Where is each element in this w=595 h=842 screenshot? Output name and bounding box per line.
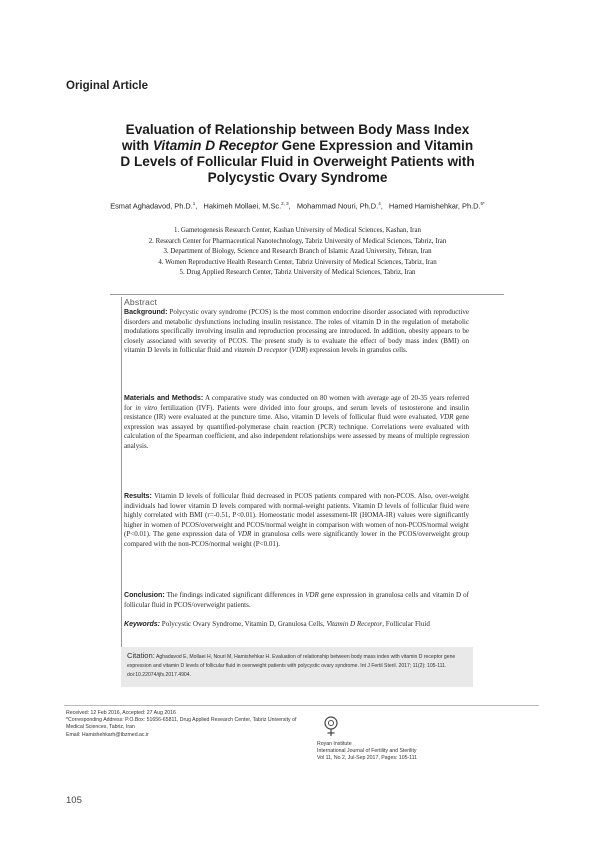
background-heading: Background:	[124, 309, 168, 316]
abstract-background	[124, 308, 469, 356]
page-number: 105	[66, 795, 82, 806]
author-name: Hakimeh Mollaei, M.Sc.	[203, 201, 282, 211]
title-line-2	[60, 138, 535, 154]
footer-divider	[64, 705, 539, 706]
title-line-2-post: Gene Expression and Vitamin	[277, 138, 474, 153]
abstract-methods	[124, 394, 469, 452]
affiliations	[60, 226, 535, 279]
citation-text: Aghadavod E, Mollaei H, Nouri M, Hamishehkar H. Evaluation of relationship between body mass index with vitamin D receptor gene expression and vitamin D levels of follicular fluid in overweight patients with polycystic ovary syndrome. Int J Fertil Steril. 2017; 11(2): 105-111. doi:10.22074/ijfs.2017.4904.	[127, 654, 456, 678]
background-text: Polycystic ovary syndrome (PCOS) is the most common endocrine disorder associated with reproductive disorders and metabolic dysfunctions including insulin resistance. The roles of vitamin D in the regulation of metabolic modulations specifically involving insulin and reproduction processing are introduced. In addition, obesity appears to be closely associated with severity of PCOS. The present study is to evaluate the effect of body mass index (BMI) on vitamin D levels in follicular fluid and	[124, 308, 469, 355]
abstract-results	[124, 492, 469, 550]
author-affiliation-mark: 1	[192, 201, 196, 206]
citation-heading: Citation:	[127, 651, 155, 660]
results-heading: Results:	[124, 493, 152, 500]
author-affiliation-mark: 4	[378, 201, 381, 206]
conclusion-heading: Conclusion:	[124, 592, 165, 599]
results-text: Vitamin D levels of follicular fluid decreased in PCOS patients compared with non-PCOS. Also, over-weight individuals had lower vitamin D levels compared with normal-weight patients. Vitamin D levels of follicular fluid were highly correlated with BMI (r=-0.51, P<0.01). Homeostatic model assessment-IR (HOMA-IR) values were significantly higher in women of PCOS/overweight and PCOS/normal weight in comparison with women of non-PCOS/normal weight (P<0.01). The gene expression data of	[124, 492, 469, 539]
abstract-label: Abstract	[124, 297, 158, 307]
received-dates: Received: 12 Feb 2016, Accepted: 27 Aug 2016	[66, 710, 176, 716]
background-text-2: (	[287, 346, 292, 355]
abstract-keywords	[124, 620, 469, 630]
results-italic: VDR	[237, 530, 252, 539]
affiliation-item: 3. Department of Biology, Science and Research Branch of Islamic Azad University, Tehran, Iran	[163, 248, 432, 256]
title-line-2-pre: with	[121, 138, 153, 153]
article-title	[60, 122, 535, 186]
methods-heading: Materials and Methods:	[124, 395, 204, 402]
affiliation-item: 1. Gametogenesis Research Center, Kashan University of Medical Sciences, Kashan, Iran	[174, 227, 421, 234]
results-text-2: in granulosa cells were significantly lower in the PCOS/overweight group compared with the non-PCOS/normal weight (P<0.01).	[124, 530, 469, 548]
keywords-text-2: , Follicular Fluid	[382, 620, 430, 628]
article-type-label: Original Article	[66, 80, 149, 92]
background-italic-2: VDR	[291, 346, 306, 355]
citation-box	[121, 647, 473, 687]
abstract-frame-rule	[121, 297, 122, 647]
methods-text: A comparative study was conducted on 80 women with average age of 20-35 years referred for	[124, 394, 469, 412]
keywords-text: Polycystic Ovary Syndrome, Vitamin D, Granulosa Cells,	[160, 620, 327, 628]
conclusion-text-2: gene expression in granulosa cells and vitamin D of follicular fluid in PCOS/overweight patients.	[124, 591, 469, 609]
title-line-4: Polycystic Ovary Syndrome	[207, 170, 388, 185]
publisher-name: Royan Institute	[317, 741, 352, 747]
affiliation-item: 4. Women Reproductive Health Research Center, Tabriz University of Medical Sciences, Tabriz, Iran	[158, 258, 437, 266]
corresponding-address: *Corresponding Address: P.O.Box: 51656-65811, Drug Applied Research Center, Tabriz University of Medical Sciences, Tabriz, Iran	[66, 717, 297, 731]
methods-italic-2: VDR	[439, 413, 454, 422]
affiliation-item: 2. Research Center for Pharmaceutical Nanotechnology, Tabriz University of Medical Sciences, Tabriz, Iran	[148, 237, 447, 245]
author-name: Hamed Hamishehkar, Ph.D.	[388, 201, 481, 211]
title-line-1: Evaluation of Relationship between Body Mass Index	[125, 122, 470, 137]
methods-text-3: gene expression was assayed by quantified-polymerase chain reaction (PCR) technique. Correlations were evaluated with calculation of the Spearman coefficient, and also independent relationships were assessed by means of multiple regression analysis.	[124, 413, 469, 450]
journal-info	[317, 741, 557, 763]
methods-italic: in vitro	[135, 403, 158, 412]
received-info	[66, 710, 306, 739]
author-affiliation-mark: 2, 3	[281, 201, 289, 206]
keywords-heading: Keywords:	[124, 621, 161, 628]
abstract-conclusion	[124, 591, 469, 610]
author-list: Esmat Aghadavod, Ph.D.$^1$, Hakimeh Mollaei, M.Sc.$^{2, 3}$, Mohammad Nouri, Ph.D.$^4$, Hamed Hamishehkar, Ph.D.$^{5*}$	[110, 201, 485, 211]
corresponding-email: Email: Hamishehkarh@tbzmed.ac.ir	[66, 731, 149, 738]
title-line-2-italic: Vitamin D Receptor	[152, 138, 278, 153]
conclusion-italic: VDR	[305, 591, 319, 599]
affiliation-item: 5. Drug Applied Research Center, Tabriz University of Medical Sciences, Tabriz, Iran	[179, 269, 416, 277]
author-name: Mohammad Nouri, Ph.D.	[296, 201, 379, 211]
journal-volume: Vol 11, No 2, Jul-Sep 2017, Pages: 105-111	[317, 755, 418, 762]
background-italic: vitamin D receptor	[234, 346, 288, 355]
journal-name: International Journal of Fertility and Sterility	[317, 748, 417, 755]
royan-logo-icon	[320, 714, 342, 738]
author-affiliation-mark: 5*	[480, 201, 485, 206]
title-line-3: D Levels of Follicular Fluid in Overweight Patients with	[120, 154, 475, 169]
methods-text-2: fertilization (IVF). Patients were divided into four groups, and serum levels of testosterone and insulin resistance (IR) were evaluated at the puncture time. Also, vitamin D levels of follicular fluid were evaluated.	[124, 403, 470, 422]
author-name: Esmat Aghadavod, Ph.D.	[110, 201, 193, 211]
conclusion-text: The findings indicated significant differences in	[164, 591, 306, 599]
keywords-italic: Vitamin D Receptor	[326, 620, 383, 628]
background-text-3: ) expression levels in granulos cells.	[305, 346, 408, 355]
